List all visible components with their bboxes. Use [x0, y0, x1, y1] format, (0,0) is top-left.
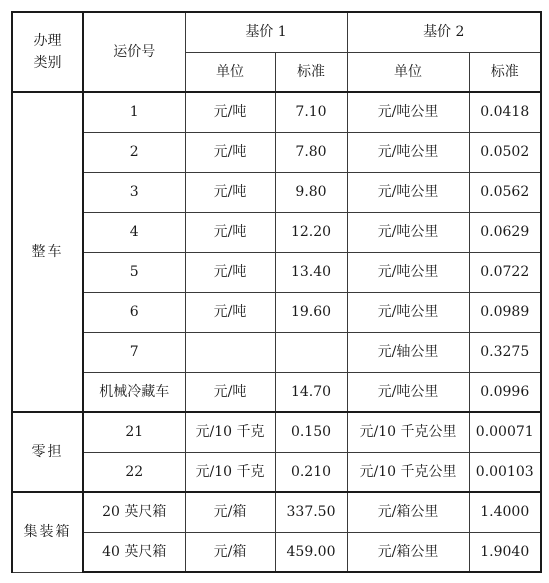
rate-no-cell: 2 [83, 132, 185, 172]
header-base-1: 基价 1 [185, 12, 347, 52]
table-row [12, 132, 541, 172]
standard-2-cell: 0.0418 [469, 92, 541, 132]
header-unit-1: 单位 [185, 52, 275, 92]
header-category [12, 12, 83, 92]
standard-1-cell [275, 332, 347, 372]
unit-1-cell: 元/吨 [185, 212, 275, 252]
standard-1-cell: 14.70 [275, 372, 347, 412]
header-unit-2: 单位 [347, 52, 469, 92]
unit-1-cell: 元/箱 [185, 492, 275, 532]
header-rate-no: 运价号 [83, 12, 185, 92]
standard-1-cell: 9.80 [275, 172, 347, 212]
rate-no-cell: 3 [83, 172, 185, 212]
standard-1-cell: 13.40 [275, 252, 347, 292]
standard-1-cell: 459.00 [275, 532, 347, 572]
unit-2-cell: 元/吨公里 [347, 92, 469, 132]
unit-2-cell: 元/10 千克公里 [347, 452, 469, 492]
unit-1-cell: 元/吨 [185, 292, 275, 332]
standard-2-cell: 0.0996 [469, 372, 541, 412]
unit-1-cell: 元/吨 [185, 92, 275, 132]
table-row [12, 92, 541, 132]
header-category-line-1: 办理 [33, 33, 62, 49]
standard-1-cell: 0.210 [275, 452, 347, 492]
standard-2-cell: 1.4000 [469, 492, 541, 532]
table-row [12, 332, 541, 372]
rate-no-cell: 5 [83, 252, 185, 292]
table-row [12, 212, 541, 252]
unit-2-cell: 元/吨公里 [347, 252, 469, 292]
unit-1-cell [185, 332, 275, 372]
freight-rate-table [11, 11, 542, 573]
table-row [12, 492, 541, 532]
table-row [12, 372, 541, 412]
unit-1-cell: 元/吨 [185, 132, 275, 172]
rate-no-cell: 21 [83, 412, 185, 452]
standard-2-cell: 0.00103 [469, 452, 541, 492]
standard-1-cell: 12.20 [275, 212, 347, 252]
unit-2-cell: 元/吨公里 [347, 372, 469, 412]
standard-1-cell: 7.80 [275, 132, 347, 172]
unit-2-cell: 元/吨公里 [347, 212, 469, 252]
unit-1-cell: 元/吨 [185, 372, 275, 412]
table-row [12, 252, 541, 292]
standard-2-cell: 0.0722 [469, 252, 541, 292]
rate-no-cell: 22 [83, 452, 185, 492]
unit-2-cell: 元/吨公里 [347, 172, 469, 212]
category-cell: 零担 [12, 412, 83, 492]
unit-1-cell: 元/10 千克 [185, 412, 275, 452]
header-row-top [12, 12, 541, 52]
unit-2-cell: 元/箱公里 [347, 532, 469, 572]
standard-2-cell: 1.9040 [469, 532, 541, 572]
unit-1-cell: 元/吨 [185, 172, 275, 212]
table-row [12, 292, 541, 332]
standard-2-cell: 0.0629 [469, 212, 541, 252]
unit-1-cell: 元/吨 [185, 252, 275, 292]
header-base-2: 基价 2 [347, 12, 541, 52]
table-row [12, 532, 541, 572]
header-standard-2: 标准 [469, 52, 541, 92]
category-cell: 整车 [12, 92, 83, 412]
standard-1-cell: 19.60 [275, 292, 347, 332]
rate-no-cell: 4 [83, 212, 185, 252]
unit-2-cell: 元/吨公里 [347, 132, 469, 172]
rate-no-cell: 1 [83, 92, 185, 132]
standard-1-cell: 0.150 [275, 412, 347, 452]
standard-1-cell: 7.10 [275, 92, 347, 132]
standard-2-cell: 0.0989 [469, 292, 541, 332]
standard-2-cell: 0.0562 [469, 172, 541, 212]
header-standard-1: 标准 [275, 52, 347, 92]
table-row [12, 452, 541, 492]
unit-2-cell: 元/吨公里 [347, 292, 469, 332]
rate-no-cell: 20 英尺箱 [83, 492, 185, 532]
rate-no-cell: 40 英尺箱 [83, 532, 185, 572]
rate-no-cell: 机械冷藏车 [83, 372, 185, 412]
rate-no-cell: 7 [83, 332, 185, 372]
table-row [12, 412, 541, 452]
standard-1-cell: 337.50 [275, 492, 347, 532]
unit-2-cell: 元/箱公里 [347, 492, 469, 532]
unit-1-cell: 元/箱 [185, 532, 275, 572]
unit-2-cell: 元/轴公里 [347, 332, 469, 372]
standard-2-cell: 0.0502 [469, 132, 541, 172]
standard-2-cell: 0.3275 [469, 332, 541, 372]
unit-2-cell: 元/10 千克公里 [347, 412, 469, 452]
header-category-line-2: 类别 [33, 55, 62, 71]
category-cell: 集装箱 [12, 492, 83, 572]
standard-2-cell: 0.00071 [469, 412, 541, 452]
rate-no-cell: 6 [83, 292, 185, 332]
unit-1-cell: 元/10 千克 [185, 452, 275, 492]
table-row [12, 172, 541, 212]
